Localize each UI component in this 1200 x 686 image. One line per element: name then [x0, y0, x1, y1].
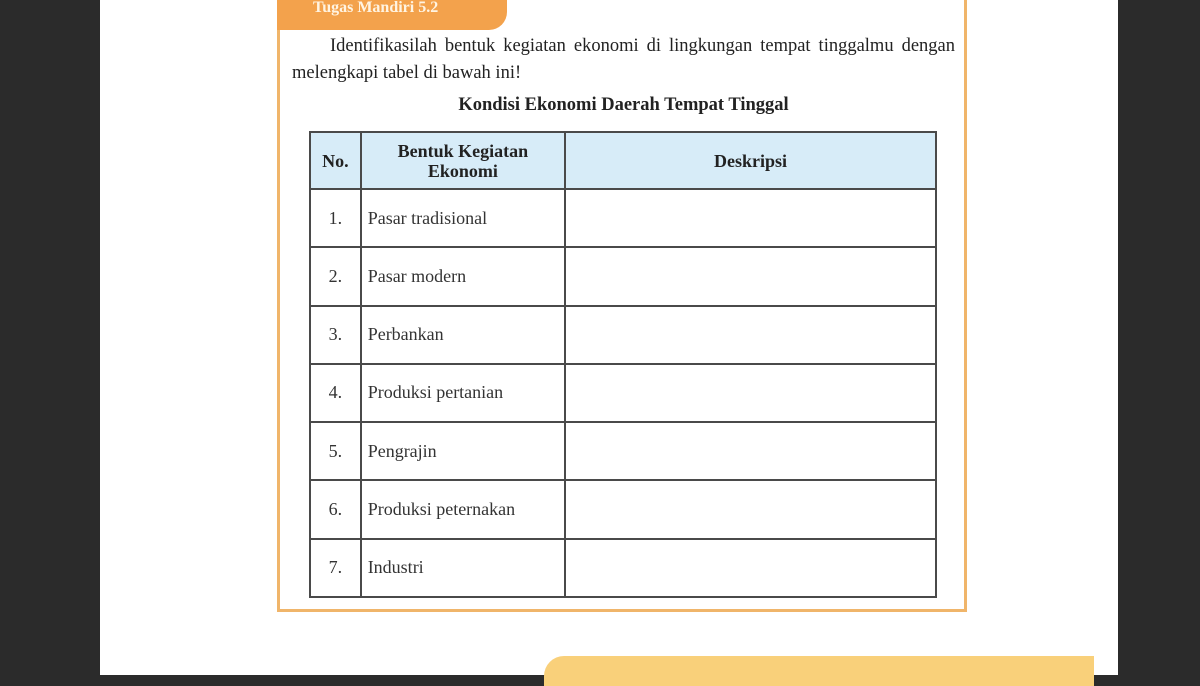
row-kegiatan: Pasar modern: [361, 247, 565, 305]
task-tab-label: Tugas Mandiri 5.2: [277, 0, 507, 30]
row-deskripsi-cell[interactable]: [565, 364, 936, 422]
table-row: [310, 247, 936, 305]
row-number: 4.: [310, 364, 361, 422]
header-kegiatan: Bentuk Kegiatan Ekonomi: [361, 132, 565, 189]
header-deskripsi: Deskripsi: [565, 132, 936, 189]
row-deskripsi-cell[interactable]: [565, 480, 936, 538]
row-deskripsi-cell[interactable]: [565, 189, 936, 247]
row-deskripsi-cell[interactable]: [565, 539, 936, 597]
row-kegiatan: Produksi pertanian: [361, 364, 565, 422]
table-row: [310, 480, 936, 538]
table-row: [310, 539, 936, 597]
row-kegiatan: Perbankan: [361, 306, 565, 364]
row-number: 7.: [310, 539, 361, 597]
row-kegiatan: Produksi peternakan: [361, 480, 565, 538]
table-row: [310, 422, 936, 480]
row-number: 2.: [310, 247, 361, 305]
row-deskripsi-cell[interactable]: [565, 247, 936, 305]
row-number: 3.: [310, 306, 361, 364]
table-row: [310, 306, 936, 364]
row-number: 1.: [310, 189, 361, 247]
row-number: 6.: [310, 480, 361, 538]
row-kegiatan: Pengrajin: [361, 422, 565, 480]
table-row: [310, 364, 936, 422]
table-row: [310, 189, 936, 247]
row-deskripsi-cell[interactable]: [565, 306, 936, 364]
table-header-row: [310, 132, 936, 189]
row-kegiatan: Pasar tradisional: [361, 189, 565, 247]
table-title: Kondisi Ekonomi Daerah Tempat Tinggal: [458, 95, 789, 115]
row-deskripsi-cell[interactable]: [565, 422, 936, 480]
economy-table: [309, 131, 937, 598]
task-instruction: Identifikasilah bentuk kegiatan ekonomi di lingkungan tempat tinggalmu dengan melengkapi tabel di bawah ini!: [292, 36, 955, 83]
next-section-banner: [544, 656, 1094, 686]
header-no: No.: [310, 132, 361, 189]
row-number: 5.: [310, 422, 361, 480]
book-page: [100, 0, 1118, 675]
row-kegiatan: Industri: [361, 539, 565, 597]
